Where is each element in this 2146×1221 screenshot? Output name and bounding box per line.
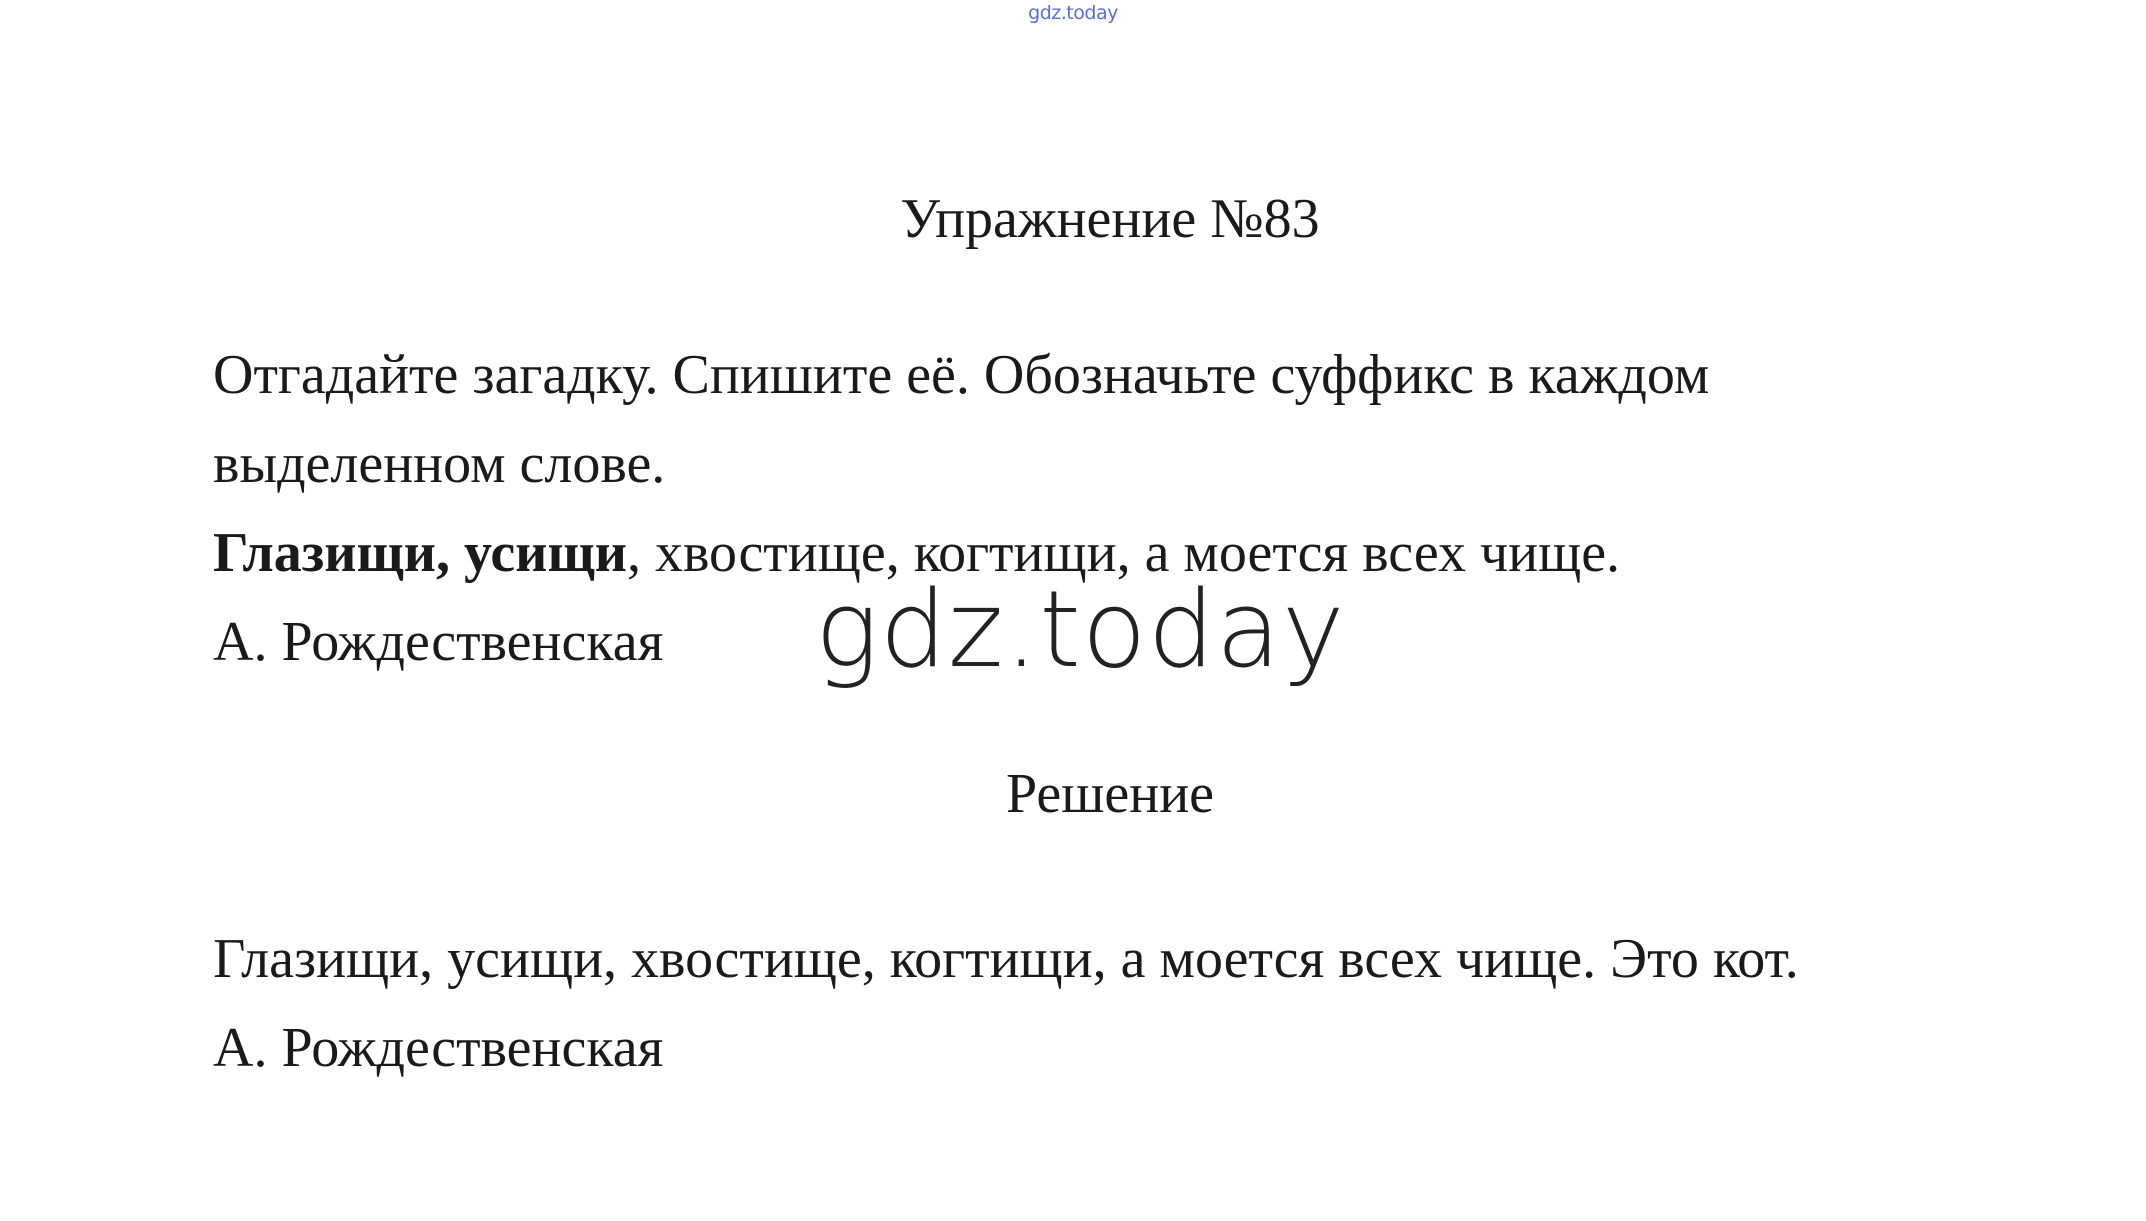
- riddle-highlighted-words: Глазищи, усищи: [213, 522, 627, 584]
- solution-heading: Решение: [1005, 763, 1215, 825]
- site-watermark-center: gdz.today: [815, 568, 1346, 691]
- task-author: А. Рождественская: [213, 611, 664, 673]
- answer-block: [213, 915, 2113, 1093]
- page-title: Упражнение №83: [900, 188, 1320, 250]
- task-instruction-line-2: выделенном слове.: [213, 433, 666, 495]
- site-watermark-top: gdz.today: [1028, 2, 1118, 24]
- answer-author: А. Рождественская: [213, 1017, 664, 1079]
- task-instruction-line-1: Отгадайте загадку. Спишите её. Обозначьте суффикс в каждом: [213, 344, 1710, 406]
- answer-line: Глазищи, усищи, хвостище, когтищи, а моется всех чище. Это кот.: [213, 928, 1799, 990]
- riddle-rest: , хвостище, когтищи, а моется всех чище.: [626, 522, 1621, 584]
